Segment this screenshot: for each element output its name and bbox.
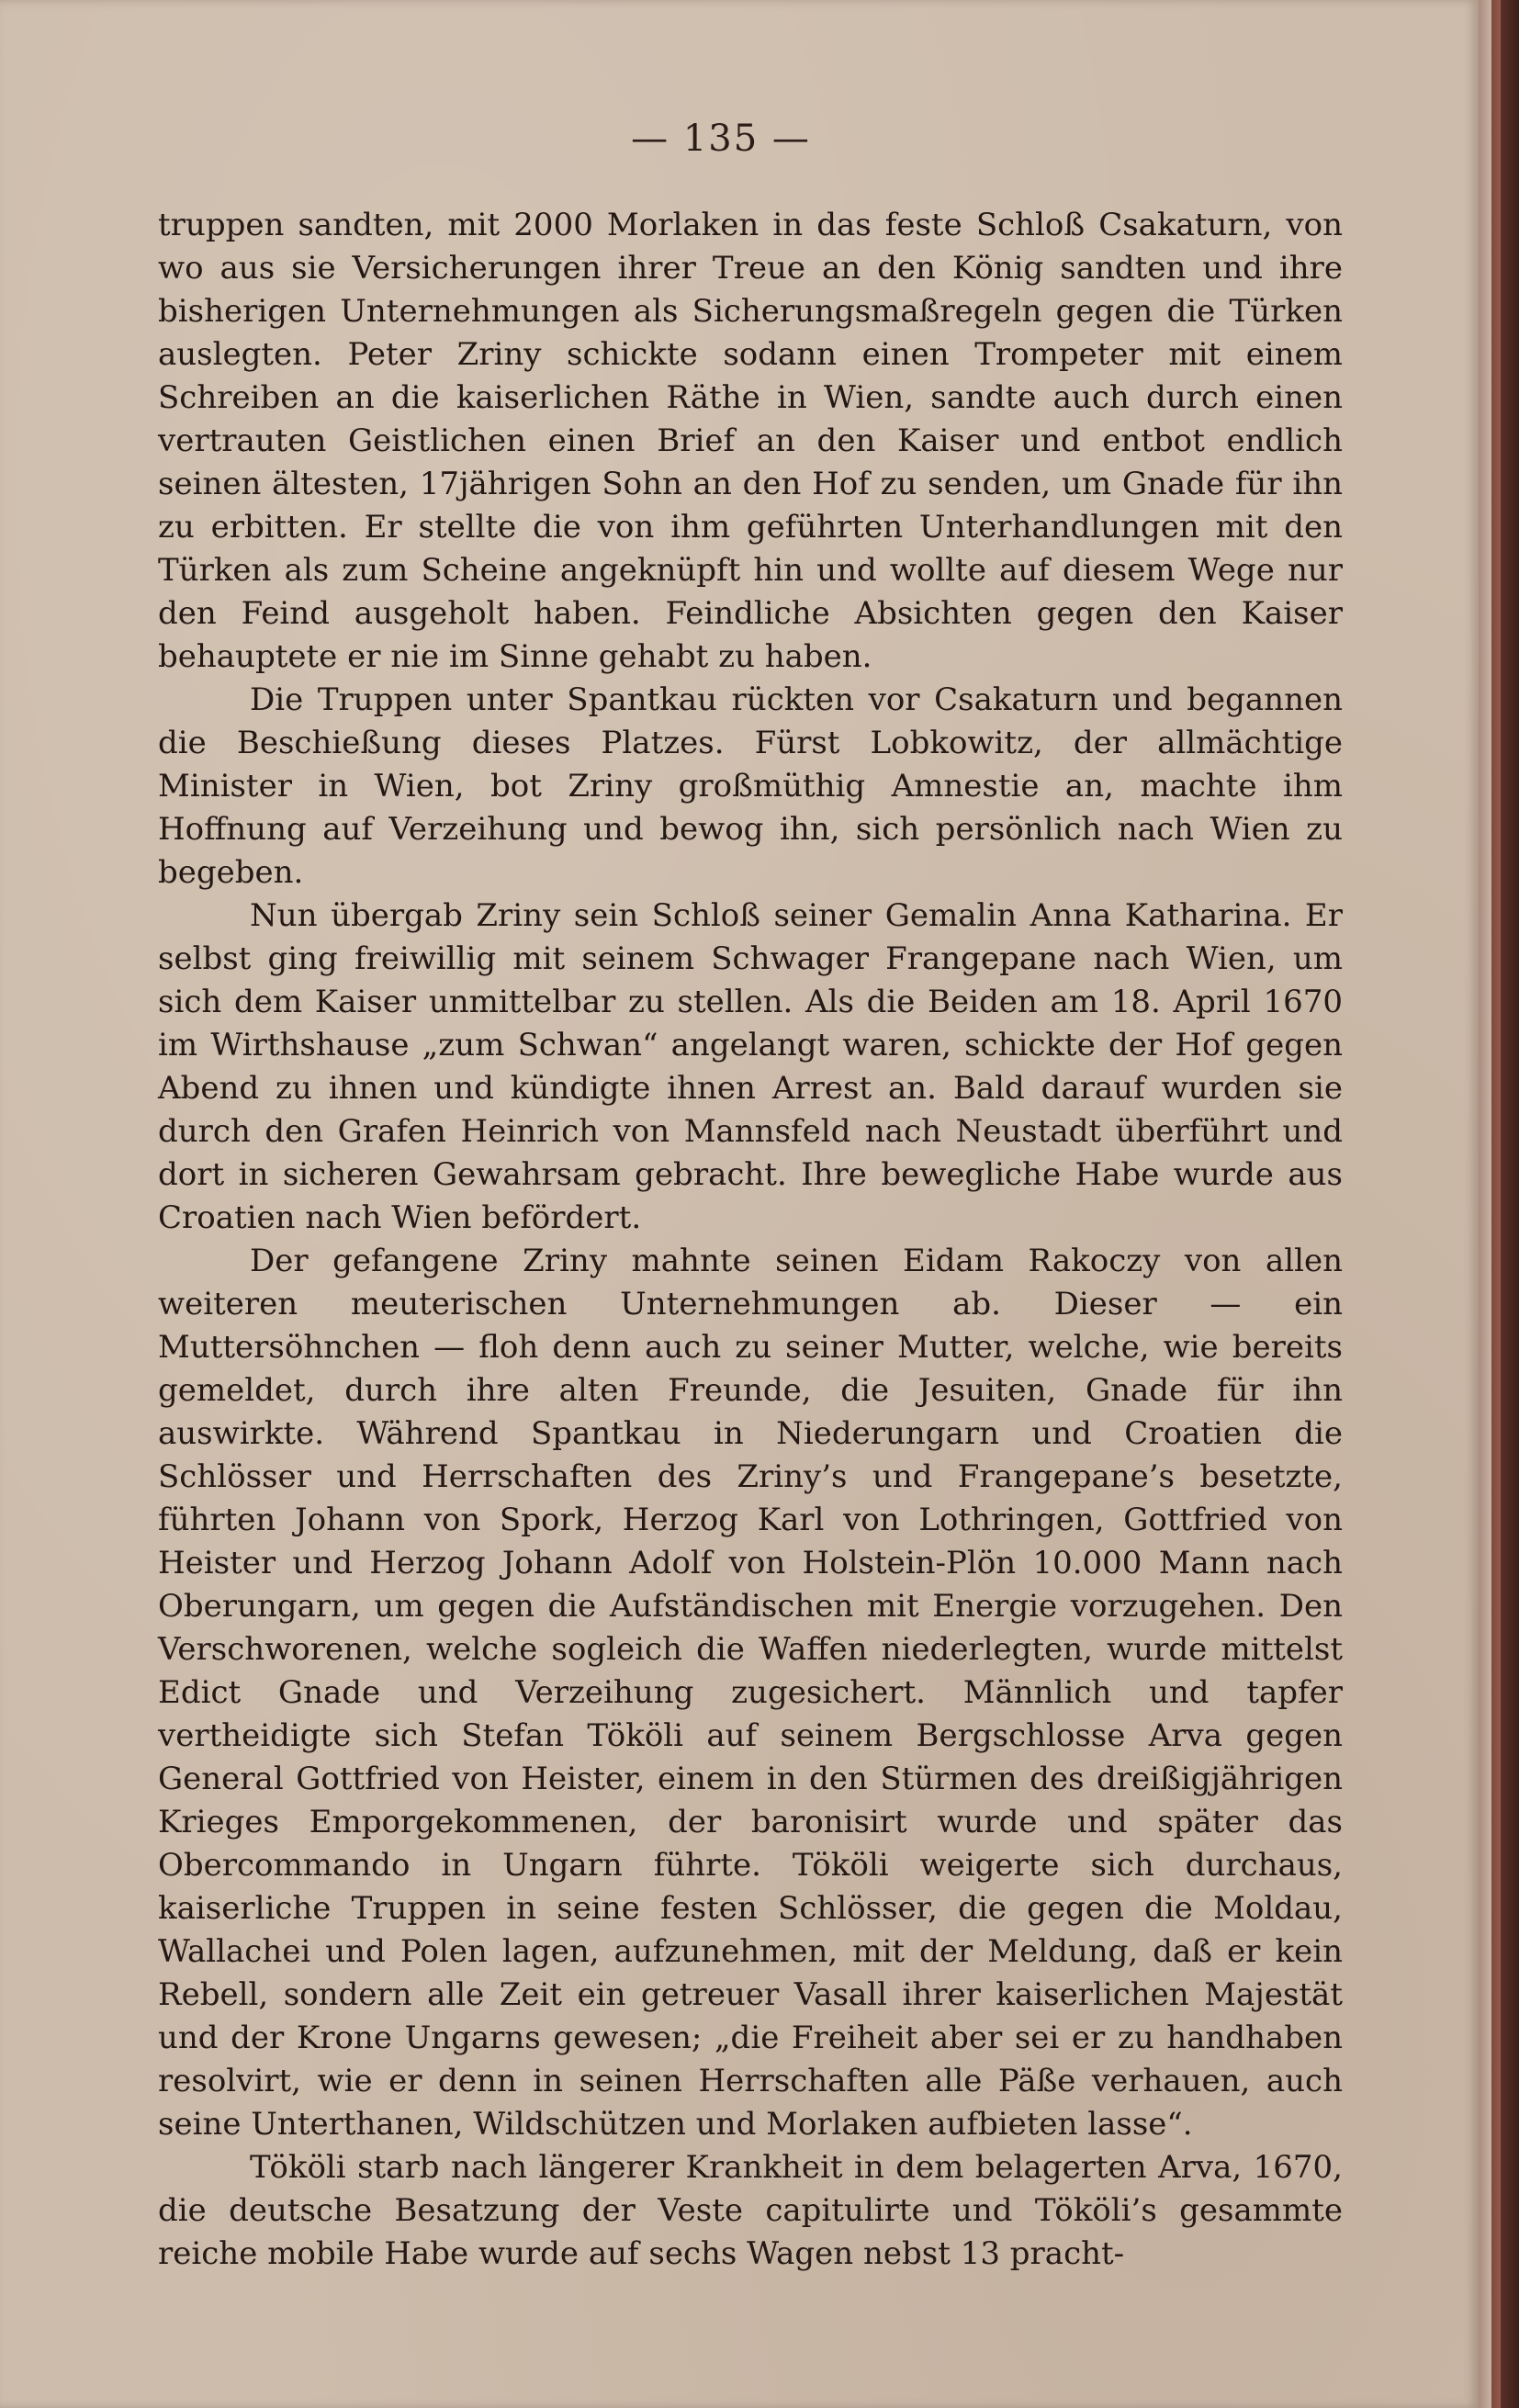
paragraph-2: Die Truppen unter Spantkau rückten vor Csakaturn und begannen die Beschießung dieses Platzes. Fürst Lobkowitz, der allmächtige Minister in Wien, bot Zriny großmüthig Amnestie an, machte ihm Hoffnung auf Verzeihung und bewog ihn, sich persönlich nach Wien zu begeben. — [158, 681, 1343, 891]
paragraph-4: Der gefangene Zriny mahnte seinen Eidam Rakoczy von allen weiteren meuterischen Unternehmungen ab. Dieser — ein Muttersöhnchen — floh denn auch zu seiner Mutter, welche, wie bereits gemeldet, durch ihre alten Freunde, die Jesuiten, Gnade für ihn auswirkte. Während Spantkau in Niederungarn und Croatien die Schlösser und Herrschaften des Zriny’s und Frangepane’s besetzte, führten Johann von Spork, Herzog Karl von Lothringen, Gottfried von Heister und Herzog Johann Adolf von Holstein-Plön 10.000 Mann nach Oberungarn, um gegen die Aufständischen mit Energie vorzugehen. Den Verschworenen, welche sogleich die Waffen niederlegten, wurde mittelst Edict Gnade und Verzeihung zugesichert. Männlich und tapfer vertheidigte sich Stefan Tököli auf seinem Bergschlosse Arva gegen General Gottfried von Heister, einem in den Stürmen des dreißigjährigen Krieges Emporgekommenen, der baronisirt wurde und später das Obercommando in Ungarn führte. Tököli weigerte sich durchaus, kaiserliche Truppen in seine festen Schlösser, die gegen die Moldau, Wallachei und Polen lagen, aufzunehmen, mit der Meldung, daß er kein Rebell, sondern alle Zeit ein getreuer Vasall ihrer kaiserlichen Majestät und der Krone Ungarns gewesen; „die Freiheit aber sei er zu handhaben resolvirt, wie er denn in seinen Herrschaften alle Päße verhauen, auch seine Unterthanen, Wildschützen und Morlaken aufbieten lasse“. — [158, 1243, 1343, 2143]
paragraph-1: truppen sandten, mit 2000 Morlaken in das feste Schloß Csakaturn, von wo aus sie Versicherungen ihrer Treue an den König sandten und ihre bisherigen Unternehmungen als Sicherungsmaßregeln gegen die Türken auslegten. Peter Zriny schickte sodann einen Trompeter mit einem Schreiben an die kaiserlichen Räthe in Wien, sandte auch durch einen vertrauten Geistlichen einen Brief an den Kaiser und entbot endlich seinen ältesten, 17jährigen Sohn an den Hof zu senden, um Gnade für ihn zu erbitten. Er stellte die von ihm geführten Unterhandlungen mit den Türken als zum Scheine angeknüpft hin und wollte auf diesem Wege nur den Feind ausgeholt haben. Feindliche Absichten gegen den Kaiser behauptete er nie im Sinne gehabt zu haben. — [158, 207, 1343, 675]
book-spine-shadow — [1501, 0, 1519, 2408]
paragraph-3: Nun übergab Zriny sein Schloß seiner Gemalin Anna Katharina. Er selbst ging freiwillig mit seinem Schwager Frangepane nach Wien, um sich dem Kaiser unmittelbar zu stellen. Als die Beiden am 18. April 1670 im Wirthshause „zum Schwan“ angelangt waren, schickte der Hof gegen Abend zu ihnen und kündigte ihnen Arrest an. Bald darauf wurden sie durch den Grafen Heinrich von Mannsfeld nach Neustadt überführt und dort in sicheren Gewahrsam gebracht. Ihre bewegliche Habe wurde aus Croatien nach Wien befördert. — [158, 897, 1343, 1236]
page-number: — 135 — — [631, 118, 811, 160]
book-cover-edge — [1491, 0, 1501, 2408]
page-edge-light — [1479, 0, 1491, 2408]
paragraph-5: Tököli starb nach längerer Krankheit in dem belagerten Arva, 1670, die deutsche Besatzung der Veste capitulirte und Tököli’s gesammte reiche mobile Habe wurde auf sechs Wagen nebst 13 pracht- — [158, 2149, 1343, 2272]
body-text — [158, 204, 1343, 2276]
